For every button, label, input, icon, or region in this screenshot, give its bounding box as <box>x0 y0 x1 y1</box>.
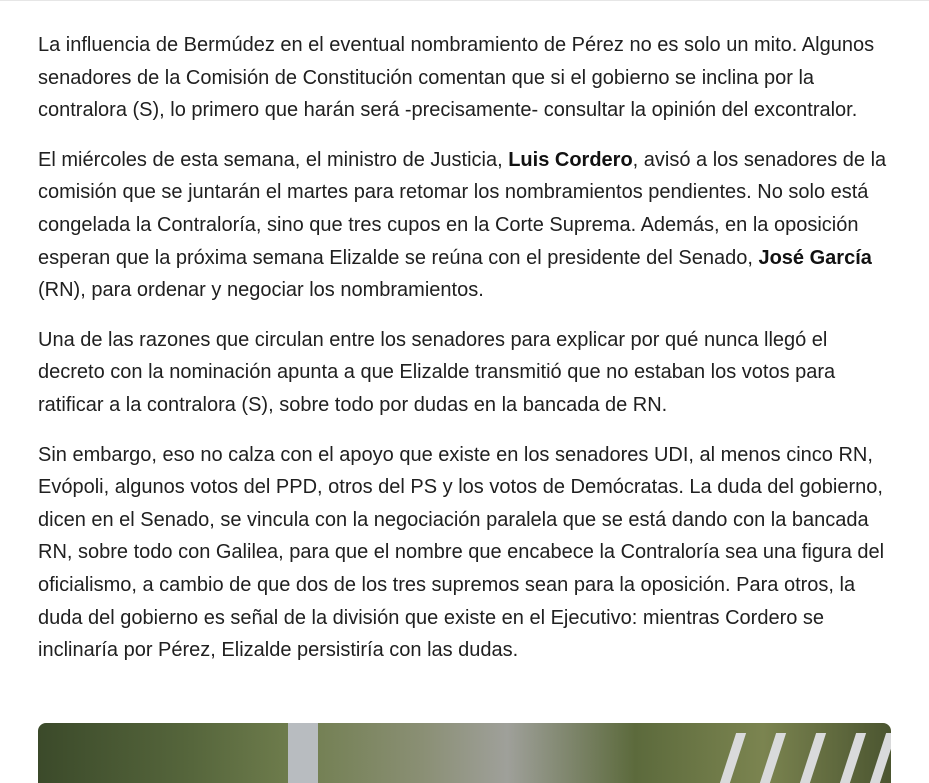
article-photo <box>38 723 891 783</box>
photo-fence-bar <box>720 733 746 783</box>
person-name-luis-cordero: Luis Cordero <box>508 148 633 171</box>
paragraph-2 <box>38 144 894 307</box>
photo-fence-bar <box>870 733 891 783</box>
paragraph-2-text-a: El miércoles de esta semana, el ministro de Justicia, <box>38 148 509 171</box>
photo-pole <box>288 723 318 783</box>
top-divider <box>0 0 929 1</box>
person-name-jose-garcia: José García <box>758 246 872 269</box>
paragraph-2-text-b: , avisó a los senadores de la comisión que se juntarán el martes para retomar los nombramientos pendientes. No solo está congelada la Contraloría, sino que tres cupos en la Corte Suprema. Además, en la oposición esperan que la próxima semana Elizalde se reúna con el presidente del Senado, <box>38 148 887 269</box>
paragraph-1: La influencia de Bermúdez en el eventual nombramiento de Pérez no es solo un mito. Algunos senadores de la Comisión de Constitución comentan que si el gobierno se inclina por la contralora (S), lo primero que harán será -precisamente- consultar la opinión del excontralor. <box>38 34 875 122</box>
photo-fence-bar <box>840 733 866 783</box>
paragraph-3: Una de las razones que circulan entre los senadores para explicar por qué nunca llegó el decreto con la nominación apunta a que Elizalde transmitió que no estaban los votos para ratificar a la contralora (S), sobre todo por dudas en la bancada de RN. <box>38 328 836 416</box>
paragraph-2-text-c: (RN), para ordenar y negociar los nombramientos. <box>38 279 484 302</box>
paragraph-4: Sin embargo, eso no calza con el apoyo que existe en los senadores UDI, al menos cinco RN, Evópoli, algunos votos del PPD, otros del PS y los votos de Demócratas. La duda del gobierno, dicen en el Senado, se vincula con la negociación paralela que se está dando con la bancada RN, sobre todo con Galilea, para que el nombre que encabece la Contraloría sea una figura del oficialismo, a cambio de que dos de los tres supremos sean para la oposición. Para otros, la duda del gobierno es señal de la división que existe en el Ejecutivo: mientras Cordero se inclinaría por Pérez, Elizalde persistiría con las dudas. <box>38 443 885 662</box>
article-body <box>38 29 894 684</box>
photo-fence-bar <box>760 733 786 783</box>
photo-fence-bar <box>800 733 826 783</box>
